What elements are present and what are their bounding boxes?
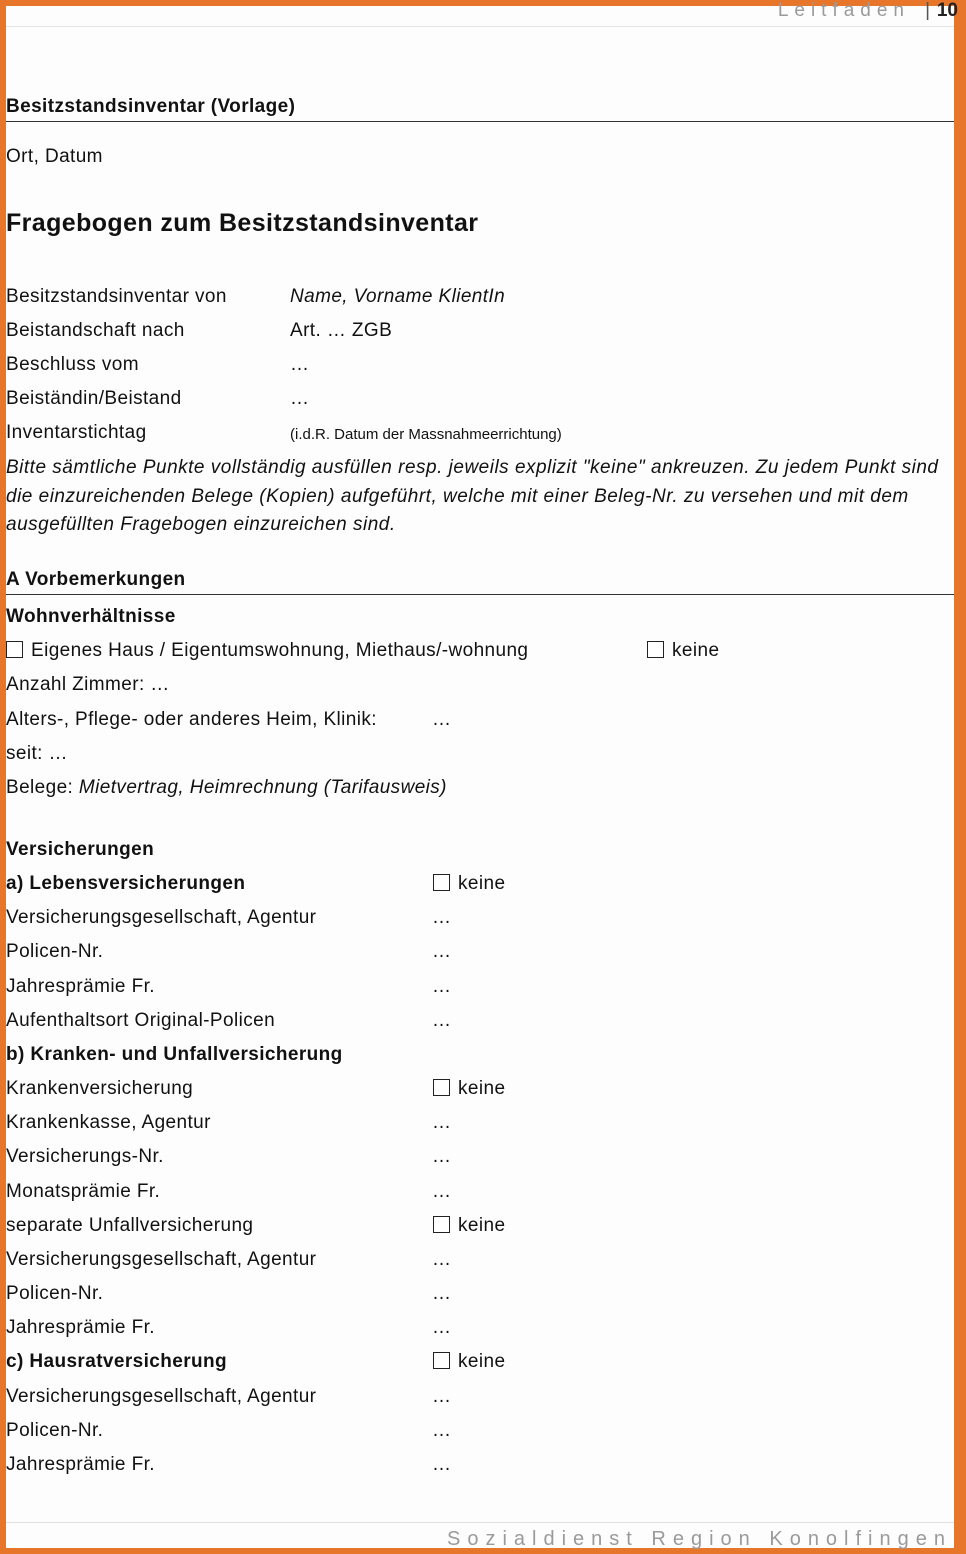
health-ins-heading: b) Kranken- und Unfallversicherung xyxy=(6,1044,343,1065)
header-rule xyxy=(6,26,954,27)
home-label: Alters-, Pflege- oder anderes Heim, Klinik: xyxy=(6,709,377,730)
none-label: keine xyxy=(458,1351,506,1372)
wohn-option-label: Eigenes Haus / Eigentumswohnung, Miethaus/-wohnung xyxy=(31,640,529,661)
field-label: Krankenkasse, Agentur xyxy=(6,1112,211,1133)
field-value: … xyxy=(432,907,452,928)
belege-label: Belege: xyxy=(6,777,79,798)
field-label: Policen-Nr. xyxy=(6,1283,104,1304)
section-a-rule xyxy=(6,594,954,595)
accident-none-checkbox[interactable] xyxy=(433,1216,450,1233)
doc-title: Besitzstandsinventar (Vorlage) xyxy=(6,96,296,117)
field-label: Monatsprämie Fr. xyxy=(6,1181,161,1202)
field-value: … xyxy=(432,1386,452,1407)
form-title: Fragebogen zum Besitzstandsinventar xyxy=(6,209,479,237)
field-label: Versicherungsgesellschaft, Agentur xyxy=(6,1386,317,1407)
field-value: … xyxy=(432,1283,452,1304)
health-none-option[interactable] xyxy=(433,1078,505,1100)
home-value: … xyxy=(432,709,452,730)
meta-label: Beschluss vom xyxy=(6,354,139,375)
running-title: Leitfaden xyxy=(777,0,910,21)
wohn-heading: Wohnverhältnisse xyxy=(6,606,176,627)
life-ins-heading: a) Lebensversicherungen xyxy=(6,873,246,894)
field-label: Policen-Nr. xyxy=(6,1420,104,1441)
field-value: … xyxy=(432,1454,452,1475)
meta-value: Art. … ZGB xyxy=(290,320,393,341)
field-value: … xyxy=(432,1249,452,1270)
vers-heading: Versicherungen xyxy=(6,839,155,860)
field-label: Jahresprämie Fr. xyxy=(6,1317,155,1338)
none-label: keine xyxy=(458,1078,506,1099)
field-value: … xyxy=(432,1420,452,1441)
accident-none-option[interactable] xyxy=(433,1215,505,1237)
title-rule xyxy=(6,121,954,122)
belege-value: Mietvertrag, Heimrechnung (Tarifausweis) xyxy=(78,777,447,798)
rooms-line: Anzahl Zimmer: … xyxy=(6,674,170,695)
meta-label: Beiständin/Beistand xyxy=(6,388,182,409)
wohn-none-option[interactable] xyxy=(647,640,719,662)
field-value: … xyxy=(432,1317,452,1338)
since-line: seit: … xyxy=(6,743,68,764)
none-label: keine xyxy=(672,640,720,661)
field-value: … xyxy=(432,1146,452,1167)
field-label: Policen-Nr. xyxy=(6,941,104,962)
place-date: Ort, Datum xyxy=(6,146,103,167)
field-value: … xyxy=(432,941,452,962)
section-a-heading: A Vorbemerkungen xyxy=(6,569,186,590)
life-none-option[interactable] xyxy=(433,873,505,895)
field-label: Jahresprämie Fr. xyxy=(6,1454,155,1475)
header-separator: | xyxy=(925,0,930,21)
field-label: Aufenthaltsort Original-Policen xyxy=(6,1010,276,1031)
field-value: … xyxy=(432,1010,452,1031)
field-label: Jahresprämie Fr. xyxy=(6,976,155,997)
meta-value: … xyxy=(290,388,310,409)
meta-value: Name, Vorname KlientIn xyxy=(290,286,506,307)
life-none-checkbox[interactable] xyxy=(433,874,450,891)
meta-label: Besitzstandsinventar von xyxy=(6,286,227,307)
meta-label: Inventarstichtag xyxy=(6,422,147,443)
field-label: Versicherungs-Nr. xyxy=(6,1146,164,1167)
wohn-none-checkbox[interactable] xyxy=(647,641,664,658)
field-label: separate Unfallversicherung xyxy=(6,1215,254,1236)
page-number: 10 xyxy=(936,0,958,21)
wohn-option[interactable] xyxy=(6,640,528,662)
household-none-option[interactable] xyxy=(433,1351,505,1373)
household-none-checkbox[interactable] xyxy=(433,1352,450,1369)
field-label: Versicherungsgesellschaft, Agentur xyxy=(6,1249,317,1270)
footer-organization: Sozialdienst Region Konolfingen xyxy=(447,1528,952,1550)
wohn-checkbox[interactable] xyxy=(6,641,23,658)
meta-value: (i.d.R. Datum der Massnahmeerrichtung) xyxy=(290,426,562,443)
meta-label: Beistandschaft nach xyxy=(6,320,185,341)
field-value: … xyxy=(432,1112,452,1133)
none-label: keine xyxy=(458,1215,506,1236)
field-label: Krankenversicherung xyxy=(6,1078,194,1099)
belege-line xyxy=(6,777,447,799)
field-value: … xyxy=(432,976,452,997)
field-label: Versicherungsgesellschaft, Agentur xyxy=(6,907,317,928)
meta-value: … xyxy=(290,354,310,375)
health-none-checkbox[interactable] xyxy=(433,1079,450,1096)
household-ins-heading: c) Hausratversicherung xyxy=(6,1351,228,1372)
field-value: … xyxy=(432,1181,452,1202)
none-label: keine xyxy=(458,873,506,894)
instructions-text: Bitte sämtliche Punkte vollständig ausfüllen resp. jeweils explizit "keine" ankreuzen. Zu jedem Punkt sind die einzureichenden Belege (Kopien) aufgeführt, welche mit einer Beleg-Nr. zu versehen und mit dem ausgefüllten Fragebogen einzureichen sind. xyxy=(6,457,939,535)
document-page xyxy=(6,0,958,1550)
footer-rule xyxy=(6,1522,954,1523)
